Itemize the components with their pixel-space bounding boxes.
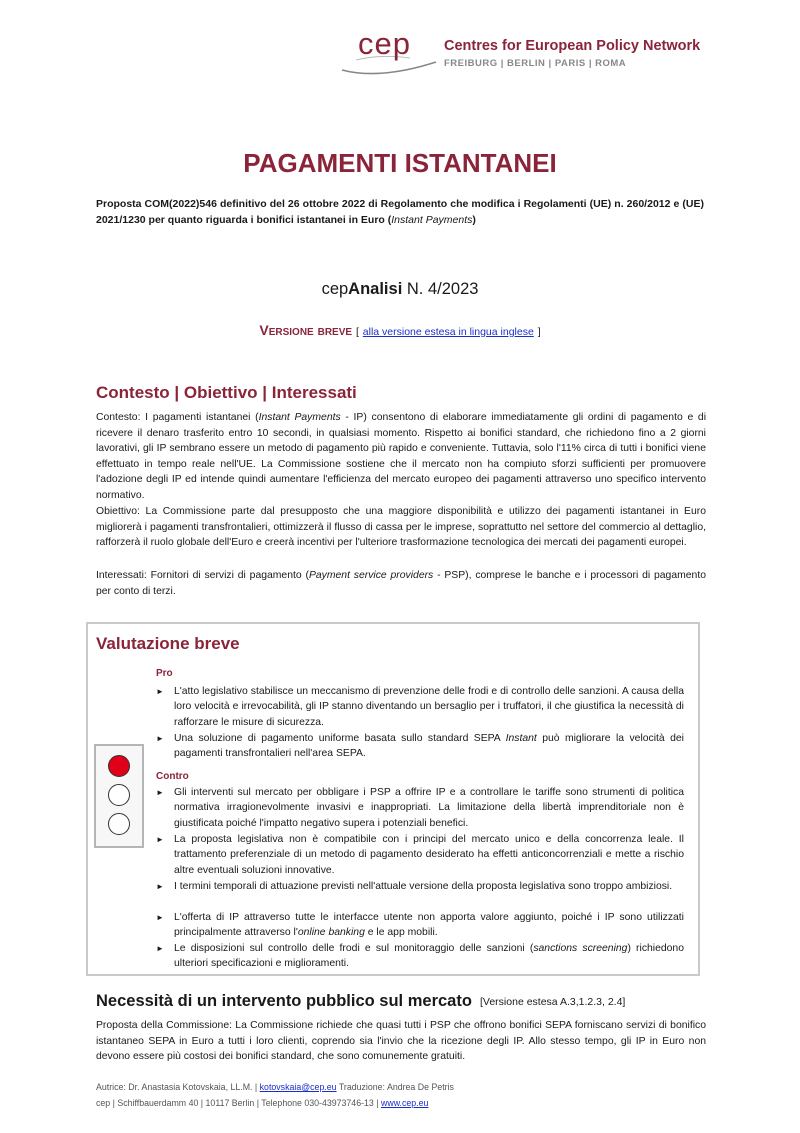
need-paragraph: Proposta della Commissione: La Commissione richiede che quasi tutti i PSP che offrono bonifici SEPA forniscano servizi di bonifico istantaneo SEPA in Euro a tutti i loro clienti, coprendo sia l'invio che la ricezione degli IP. Allo stesso tempo, gli IP in Euro non devono essere più costosi dei bonifici standard, che sono comunemente gratuiti. (96, 1020, 706, 1062)
contro-item: ► L'offerta di IP attraverso tutte le interfacce utente non apporta valore aggiunto, poiché i IP sono utilizzati principalmente attraverso l'online banking e le app mobili. (156, 912, 684, 939)
cep-logo: cep (358, 26, 411, 61)
contro-label: Contro (156, 771, 189, 782)
contro-item: ► Le disposizioni sul controllo delle frodi e sul monitoraggio delle sanzioni (sanctions screening) richiedono ulteriori specificazioni e miglioramenti. (156, 943, 684, 970)
traffic-light-green-lamp (108, 813, 130, 835)
evaluation-heading: Valutazione breve (96, 634, 240, 653)
context-paragraph: Contesto: I pagamenti istantanei (Instant Payments - IP) consentono di elaborare immediatamente gli ordini di pagamento e di ricevere il denaro trasferito entro 10 secondi, in qualsiasi momento. Rispetto ai bonifici standard, che richiedono fino a 2 giorni lavorativi, gli IP sembrano essere un metodo di pagamento più rapido e conveniente. Tuttavia, solo l'11% circa di tutti i bonifici viene effettuato in tempo reale nell'UE. La Commissione sostiene che il mercato non ha compiuto sforzi sufficienti per promuovere l'adozione degli IP ed intende quindi aumentare l'efficienza del mercato europeo dei pagamenti attraverso uno specifico intervento normativo. (96, 412, 707, 501)
footer-address: cep | Schiffbauerdamm 40 | 10117 Berlin | Telephone 030-43973746-13 | www.cep.eu (96, 1098, 429, 1108)
context-heading: Contesto | Obiettivo | Interessati (96, 383, 357, 402)
bullet-arrow-icon: ► (156, 687, 164, 696)
page-title: PAGAMENTI ISTANTANEI (243, 148, 557, 178)
pro-item: ► Una soluzione di pagamento uniforme basata sullo standard SEPA Instant può migliorare la velocità dei pagamenti transfrontalieri nell'area SEPA. (156, 733, 684, 760)
stakeholders-paragraph: Interessati: Fornitori di servizi di pagamento (Payment service providers - PSP), comprese le banche e i processori di pagamento per conto di terzi. (96, 570, 706, 597)
footer-authors: Autrice: Dr. Anastasia Kotovskaia, LL.M. | kotovskaia@cep.eu Traduzione: Andrea De Petris (96, 1082, 454, 1092)
bullet-arrow-icon: ► (156, 734, 164, 743)
version-label: Versione breve (259, 322, 353, 338)
website-link[interactable]: www.cep.eu (380, 1098, 429, 1108)
bullet-arrow-icon: ► (156, 944, 164, 953)
bullet-arrow-icon: ► (156, 835, 164, 844)
pro-item: ► L'atto legislativo stabilisce un meccanismo di prevenzione delle frodi e di controllo delle sanzioni. A causa della loro velocità e irrevocabilità, gli IP stanno diventando un bersaglio per i truffatori, il che giustifica la necessità di rafforzare le misure di sicurezza. (156, 686, 684, 728)
bullet-arrow-icon: ► (156, 913, 164, 922)
contro-item: ► Gli interventi sul mercato per obbligare i PSP a offrire IP e a controllare le tariffe sono strumenti di politica normativa irragionevolmente invasivi e inappropriati. La limitazione della libertà imprenditoriale non è giustificata poiché l'impatto negativo supera i potenziali benefici. (156, 787, 684, 829)
version-line: Versione breve [ alla versione estesa in lingua inglese ] (259, 322, 541, 338)
contro-item: ► La proposta legislativa non è compatibile con i principi del mercato unico e della concorrenza leale. Il trattamento preferenziale di un metodo di pagamento desiderato ha effetti anticoncorrenziali e mette a rischio altre eventuali soluzioni innovative. (156, 834, 684, 876)
objective-paragraph: Obiettivo: La Commissione parte dal presupposto che una maggiore disponibilità e utilizzo dei pagamenti istantanei in Euro migliorerà i pagamenti transfrontalieri, ottimizzerà il flusso di cassa per le imprese, soprattutto nel settore del commercio al dettaglio, rafforzerà il ruolo globale dell'Euro e creerà incentivi per l'ulteriore trasformazione tecnologica dei mercati dei pagamenti europei. (96, 506, 706, 548)
traffic-light-icon (94, 744, 144, 848)
network-name: Centres for European Policy Network (444, 38, 701, 54)
traffic-light-yellow-lamp (108, 784, 130, 806)
traffic-light-red-lamp (108, 755, 130, 777)
pro-label: Pro (156, 668, 173, 679)
need-reference: [Versione estesa A.3,1.2.3, 2.4] (480, 996, 626, 1008)
analysis-number: cepAnalisi N. 4/2023 (321, 280, 479, 298)
extended-version-link[interactable]: alla versione estesa in lingua inglese (362, 326, 534, 338)
author-email-link[interactable]: kotovskaia@cep.eu (259, 1082, 337, 1092)
bullet-arrow-icon: ► (156, 788, 164, 797)
document-subtitle: Proposta COM(2022)546 definitivo del 26 ottobre 2022 di Regolamento che modifica i Regolamenti (UE) n. 260/2012 e (UE) 2021/1230 per quanto riguarda i bonifici istantanei in Euro (Instant Payments) (96, 198, 704, 226)
bullet-arrow-icon: ► (156, 882, 164, 891)
network-cities: FREIBURG | BERLIN | PARIS | ROMA (444, 58, 627, 69)
need-heading: Necessità di un intervento pubblico sul mercato (96, 992, 472, 1010)
contro-item: ► I termini temporali di attuazione previsti nell'attuale versione della proposta legislativa sono troppo ambiziosi. (156, 879, 684, 894)
